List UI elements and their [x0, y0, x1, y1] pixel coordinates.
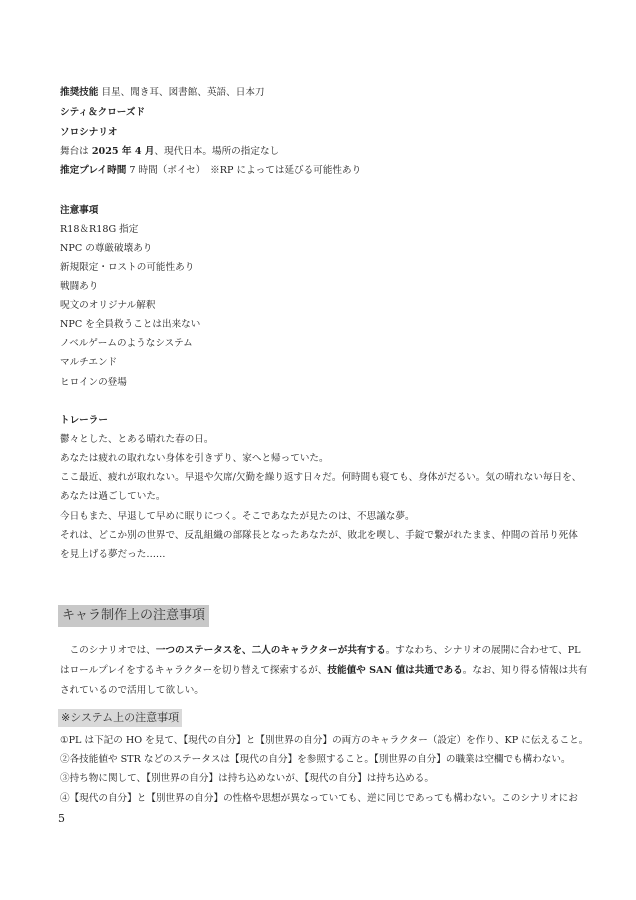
chara-paragraph-line: されているので活用して欲しい。 — [60, 685, 204, 696]
recommended-skills — [60, 86, 265, 100]
notes-heading: 注意事項 — [60, 205, 99, 216]
scenario-type: シティ＆クローズド — [60, 107, 146, 118]
skills-value: 目星、聞き耳、図書館、英語、日本刀 — [101, 87, 265, 98]
chara-text: 。なお、知り得る情報は共有 — [462, 665, 588, 676]
notes-item: 戦闘あり — [60, 281, 99, 292]
trailer-heading: トレーラー — [60, 415, 108, 426]
trailer-line: ここ最近、疲れが取れない。早退や欠席/欠勤を繰り返す日々だ。何時間も寝ても、身体がだるい。気の晴れない毎日を、 — [60, 472, 582, 483]
setting-line — [60, 145, 279, 159]
trailer-line: あなたは疲れの取れない身体を引きずり、家へと帰っていた。 — [60, 453, 329, 464]
chara-paragraph-line — [60, 664, 587, 678]
system-item: ②各技能値や STR などのステータスは【現代の自分】を参照すること。【別世界の自分】の職業は空欄でも構わない。 — [60, 754, 571, 765]
chara-section-title: キャラ制作上の注意事項 — [58, 605, 209, 627]
setting-year: 2025 年 4 月 — [91, 146, 155, 157]
notes-item: 呪文のオリジナル解釈 — [60, 300, 156, 311]
trailer-line: 今日もまた、早退して早めに眠りにつく。そこであなたが見たのは、不思議な夢。 — [60, 511, 415, 522]
playtime-line — [60, 164, 361, 178]
chara-text: このシナリオでは、 — [60, 645, 156, 656]
skills-label: 推奨技能 — [60, 87, 99, 98]
notes-item: NPC を全員救うことは出来ない — [60, 319, 201, 330]
chara-text: はロールプレイをするキャラクターを切り替えて探索するが、 — [60, 665, 328, 676]
trailer-line: 鬱々とした、とある晴れた春の日。 — [60, 434, 214, 445]
setting-suffix: 、現代日本。場所の指定なし — [154, 146, 280, 157]
setting-prefix: 舞台は — [60, 146, 92, 157]
system-section-title: ※システム上の注意事項 — [58, 709, 182, 727]
notes-item: ヒロインの登場 — [60, 377, 127, 388]
system-item: ①PL は下記の HO を見て、【現代の自分】と【別世界の自分】の両方のキャラクター（設定）を作り、KP に伝えること。 — [60, 735, 589, 746]
notes-item: 新規限定・ロストの可能性あり — [60, 262, 195, 273]
trailer-line: それは、どこか別の世界で、反乱組織の部隊長となったあなたが、敗北を喫し、手錠で繋がれたまま、仲間の首吊り死体 — [60, 530, 578, 541]
system-item: ④【現代の自分】と【別世界の自分】の性格や思想が異なっていても、逆に同じであっても構わない。このシナリオにお — [60, 793, 578, 804]
playtime-value: 7 時間（ボイセ） ※RP によっては延びる可能性あり — [126, 165, 362, 176]
notes-item: マルチエンド — [60, 357, 118, 368]
notes-item: ノベルゲームのようなシステム — [60, 338, 193, 349]
trailer-line: を見上げる夢だった…… — [60, 549, 166, 560]
chara-text: 。すなわち、シナリオの展開に合わせて、PL — [385, 645, 581, 656]
playtime-label: 推定プレイ時間 — [60, 165, 127, 176]
chara-emphasis: 技能値や SAN 値は共通である — [327, 665, 463, 676]
page-number: 5 — [58, 812, 65, 825]
trailer-line: あなたは過ごしていた。 — [60, 491, 166, 502]
notes-item: R18＆R18G 指定 — [60, 224, 139, 235]
chara-emphasis: 一つのステータスを、二人のキャラクターが共有する — [155, 645, 386, 656]
player-count: ソロシナリオ — [60, 127, 118, 138]
notes-item: NPC の尊厳破壊あり — [60, 243, 153, 254]
system-item: ③持ち物に関して、【別世界の自分】は持ち込めないが、【現代の自分】は持ち込める。 — [60, 773, 434, 784]
chara-paragraph-line — [60, 644, 581, 658]
